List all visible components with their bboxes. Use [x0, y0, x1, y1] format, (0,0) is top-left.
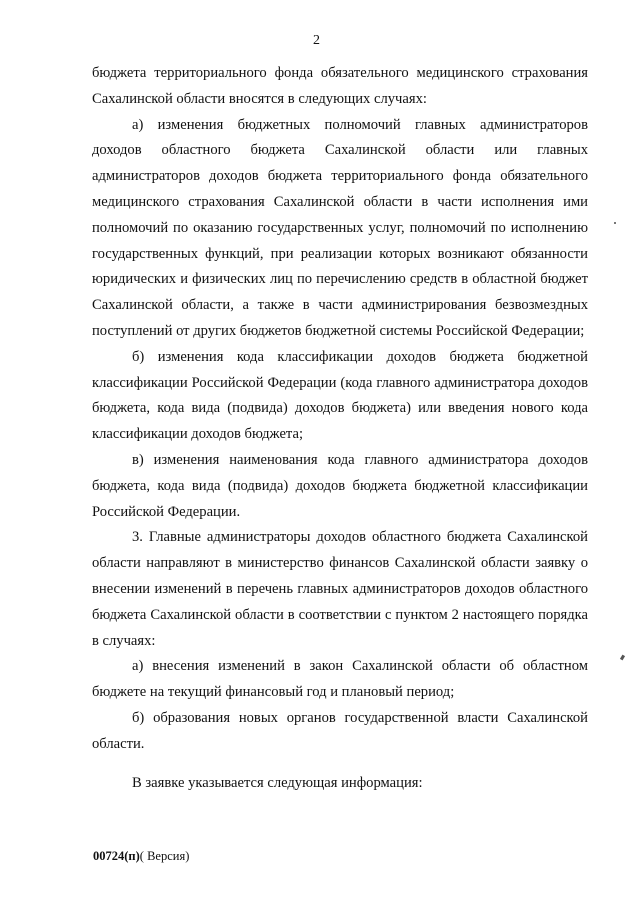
- paragraph-item-b: б) изменения кода классификации доходов бюджета бюджетной классификации Российской Федерации (кода главного администратора доходов бюджета, кода вида (подвида) доходов бюджета) или введения нового кода классификации доходов бюджета;: [92, 348, 588, 443]
- footer-version: ( Версия): [139, 849, 190, 863]
- page-number: 2: [313, 33, 320, 48]
- paragraph-continuation: бюджета территориального фонда обязательного медицинского страхования Сахалинской области вносятся в следующих случаях:: [92, 65, 588, 107]
- scan-mark: [620, 655, 625, 661]
- scan-dot: [614, 222, 616, 224]
- paragraph-item-a: а) изменения бюджетных полномочий главных администраторов доходов областного бюджета Сахалинской области или главных администраторов доходов бюджета территориального фонда обязательного медицинского страхования Сахалинской области в части исполнения ими полномочий по оказанию государственных услуг, полномочий по исполнению государственных функций, при реализации которых возникают обязанности юридических и физических лиц по перечислению средств в областной бюджет Сахалинской области, а также в части администрирования безвозмездных поступлений от других бюджетов бюджетной системы Российской Федерации;: [92, 116, 588, 339]
- paragraph-item-v: в) изменения наименования кода главного администратора доходов бюджета, кода вида (подвида) доходов бюджета бюджетной классификации Российской Федерации.: [92, 451, 588, 520]
- paragraph-clause-3-item-a: а) внесения изменений в закон Сахалинской области об областном бюджете на текущий финансовый год и плановый период;: [92, 658, 588, 701]
- document-footer: [93, 848, 189, 864]
- paragraph-clause-3-item-b: б) образования новых органов государственной власти Сахалинской области.: [92, 709, 588, 752]
- paragraph-application-info: В заявке указывается следующая информация:: [132, 774, 423, 791]
- paragraph-clause-3: 3. Главные администраторы доходов областного бюджета Сахалинской области направляют в министерство финансов Сахалинской области заявку о внесении изменений в перечень главных администраторов доходов областного бюджета Сахалинской области в соответствии с пунктом 2 настоящего порядка в случаях:: [92, 529, 588, 649]
- document-body: [92, 61, 588, 796]
- footer-document-code: 00724(п): [93, 849, 140, 863]
